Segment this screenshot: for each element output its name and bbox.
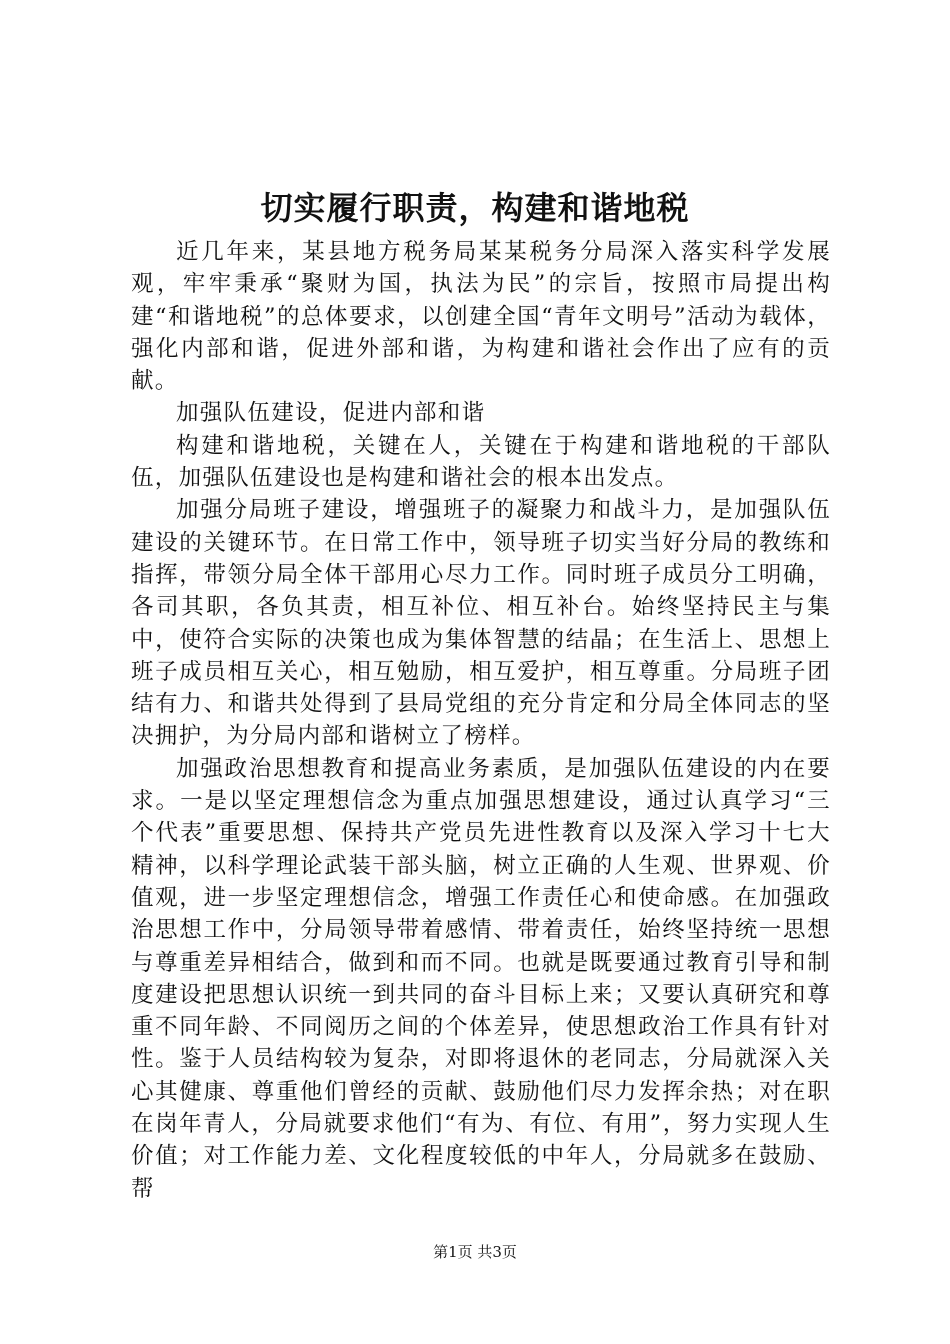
paragraph-political-education: 加强政治思想教育和提高业务素质，是加强队伍建设的内在要求。一是以坚定理想信念为重点加强思想建设，通过认真学习“三个代表”重要思想、保持共产党员先进性教育以及深入学习十七大精神，以科学理论武装干部头脑，树立正确的人生观、世界观、价值观，进一步坚定理想信念，增强工作责任心和使命感。在加强政治思想工作中，分局领导带着感情、带着责任，始终坚持统一思想与尊重差异相结合，做到和而不同。也就是既要通过教育引导和制度建设把思想认识统一到共同的奋斗目标上来；又要认真研究和尊重不同年龄、不同阅历之间的个体差异，使思想政治工作具有针对性。鉴于人员结构较为复杂，对即将退休的老同志，分局就深入关心其健康、尊重他们曾经的贡献、鼓励他们尽力发挥余热；对在职在岗年青人，分局就要求他们“有为、有位、有用”，努力实现人生价值；对工作能力差、文化程度较低的中年人，分局就多在鼓励、帮 bbox=[131, 755, 831, 1202]
document-body bbox=[131, 236, 831, 1205]
section-heading: 加强队伍建设，促进内部和谐 bbox=[176, 400, 486, 427]
document-title: 切实履行职责，构建和谐地税 bbox=[260, 189, 690, 227]
paragraph-intro: 近几年来，某县地方税务局某某税务分局深入落实科学发展观，牢牢秉承“聚财为国，执法为民”的宗旨，按照市局提出构建“和谐地税”的总体要求，以创建全国“青年文明号”活动为载体，强化内部和谐，促进外部和谐，为构建和谐社会作出了应有的贡献。 bbox=[131, 239, 831, 395]
paragraph-team: 构建和谐地税，关键在人，关键在于构建和谐地税的干部队伍，加强队伍建设也是构建和谐社会的根本出发点。 bbox=[131, 432, 831, 492]
paragraph-leadership: 加强分局班子建设，增强班子的凝聚力和战斗力，是加强队伍建设的关键环节。在日常工作中，领导班子切实当好分局的教练和指挥，带领分局全体干部用心尽力工作。同时班子成员分工明确，各司其职，各负其责，相互补位、相互补台。始终坚持民主与集中，使符合实际的决策也成为集体智慧的结晶；在生活上、思想上班子成员相互关心，相互勉励，相互爱护，相互尊重。分局班子团结有力、和谐共处得到了县局党组的充分肯定和分局全体同志的坚决拥护，为分局内部和谐树立了榜样。 bbox=[131, 497, 831, 750]
page-number-footer: 第1页 共3页 bbox=[433, 1243, 517, 1261]
